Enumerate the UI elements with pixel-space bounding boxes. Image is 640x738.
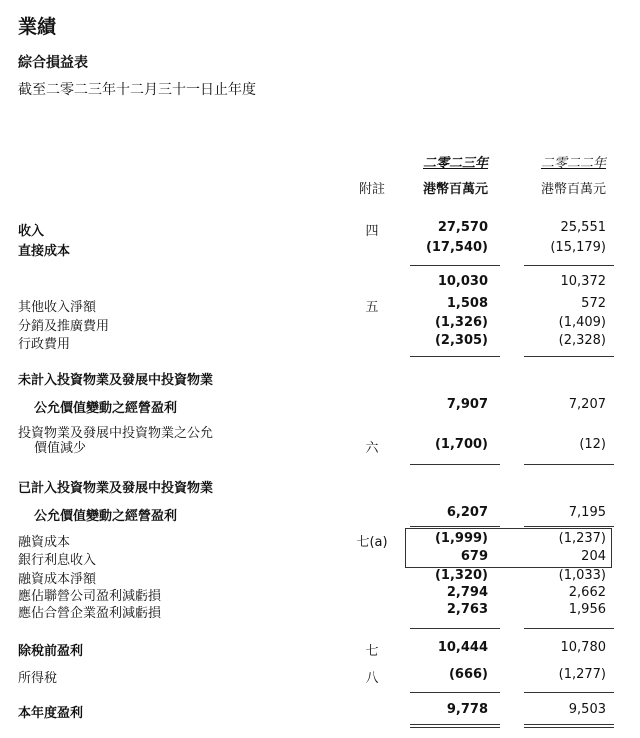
row-label: 已計入投資物業及發展中投資物業 [18,481,214,496]
row-label: 直接成本 [18,244,71,259]
row-label: 其他收入淨額 [18,300,97,315]
row-label: 未計入投資物業及發展中投資物業 [18,373,214,388]
table-row [0,640,640,658]
prior-value: 204 [581,549,606,564]
row-label: 所得稅 [18,671,58,686]
prior-value: (12) [579,437,606,452]
prior-value: (1,033) [558,568,606,583]
current-value: (17,540) [425,240,488,255]
table-row [0,315,640,333]
current-value: 7,907 [446,397,488,412]
prior-value: 7,195 [568,505,606,520]
row-note: 六 [365,441,379,456]
current-year-header: 二零二三年 [422,156,488,171]
subtotal-rule [410,356,500,357]
subtotal-rule [524,265,614,266]
table-row [0,602,640,620]
current-value: 2,794 [446,585,488,600]
prior-value: 10,372 [560,274,606,289]
table-row [0,333,640,351]
row-label: 除稅前盈利 [18,644,84,659]
current-unit-header: 港幣百萬元 [422,182,488,197]
total-double-rule [410,727,500,728]
total-double-rule [410,724,500,725]
current-value: (1,700) [434,437,488,452]
row-label: 行政費用 [18,337,71,352]
row-label: 公允價值變動之經營盈利 [34,509,178,524]
row-label: 融資成本淨額 [18,572,97,587]
row-label: 公允價值變動之經營盈利 [34,401,178,416]
row-note: 五 [365,300,379,315]
current-value: 2,763 [446,602,488,617]
prior-value: 25,551 [560,220,606,235]
current-value: (1,999) [434,531,488,546]
table-row [0,296,640,314]
prior-value: (2,328) [558,333,606,348]
prior-value: 9,503 [568,702,606,717]
row-note: 七(a) [356,535,388,550]
row-label: 應佔合營企業盈利減虧損 [18,606,162,621]
note-column-header: 附註 [358,182,385,197]
prior-value: 572 [581,296,606,311]
row-label: 投資物業及發展中投資物業之公允 [18,426,214,441]
total-double-rule [524,727,614,728]
row-note: 七 [365,644,379,659]
current-value: (1,326) [434,315,488,330]
row-label: 本年度盈利 [18,706,84,721]
current-value: 6,207 [446,505,488,520]
subtotal-rule [410,464,500,465]
subtotal-rule [410,692,500,693]
table-row [0,437,640,455]
prior-value: (1,277) [558,667,606,682]
current-value: (2,305) [434,333,488,348]
subtotal-rule [524,692,614,693]
table-row [0,531,640,549]
current-value: 1,508 [446,296,488,311]
prior-value: (1,237) [558,531,606,546]
prior-value: 2,662 [568,585,606,600]
section-heading: 業績 [18,16,57,38]
row-label: 收入 [18,224,45,239]
table-row [0,702,640,720]
row-label: 銀行利息收入 [18,553,97,568]
row-note: 八 [365,671,379,686]
subtotal-rule [410,628,500,629]
prior-unit-header: 港幣百萬元 [540,182,606,197]
subtotal-rule [410,526,500,527]
table-row [0,667,640,685]
table-row [0,240,640,258]
table-row [0,220,640,238]
subtotal-rule [524,628,614,629]
subtotal-rule [410,265,500,266]
table-row [0,274,640,292]
table-row [0,549,640,567]
table-row [0,505,640,523]
prior-value: 10,780 [560,640,606,655]
current-value: 10,030 [437,274,488,289]
prior-value: 1,956 [568,602,606,617]
prior-value: (15,179) [550,240,606,255]
row-label: 價值減少 [34,441,87,456]
subtotal-rule [524,356,614,357]
total-double-rule [524,724,614,725]
table-row [0,568,640,586]
row-label: 融資成本 [18,535,71,550]
subtotal-rule [524,464,614,465]
prior-value: 7,207 [568,397,606,412]
statement-title: 綜合損益表 [18,55,88,71]
table-row [0,477,640,495]
current-value: 10,444 [437,640,488,655]
current-value: 27,570 [437,220,488,235]
row-label: 分銷及推廣費用 [18,319,110,334]
table-row [0,585,640,603]
row-note: 四 [365,224,379,239]
row-label: 應佔聯營公司盈利減虧損 [18,589,162,604]
period-label: 截至二零二三年十二月三十一日止年度 [18,82,256,98]
current-value: 9,778 [446,702,488,717]
table-row [0,369,640,387]
current-value: 679 [460,549,488,564]
subtotal-rule [524,526,614,527]
prior-year-header: 二零二二年 [540,156,606,171]
current-value: (666) [448,667,488,682]
current-value: (1,320) [434,568,488,583]
table-row [0,397,640,415]
prior-value: (1,409) [558,315,606,330]
